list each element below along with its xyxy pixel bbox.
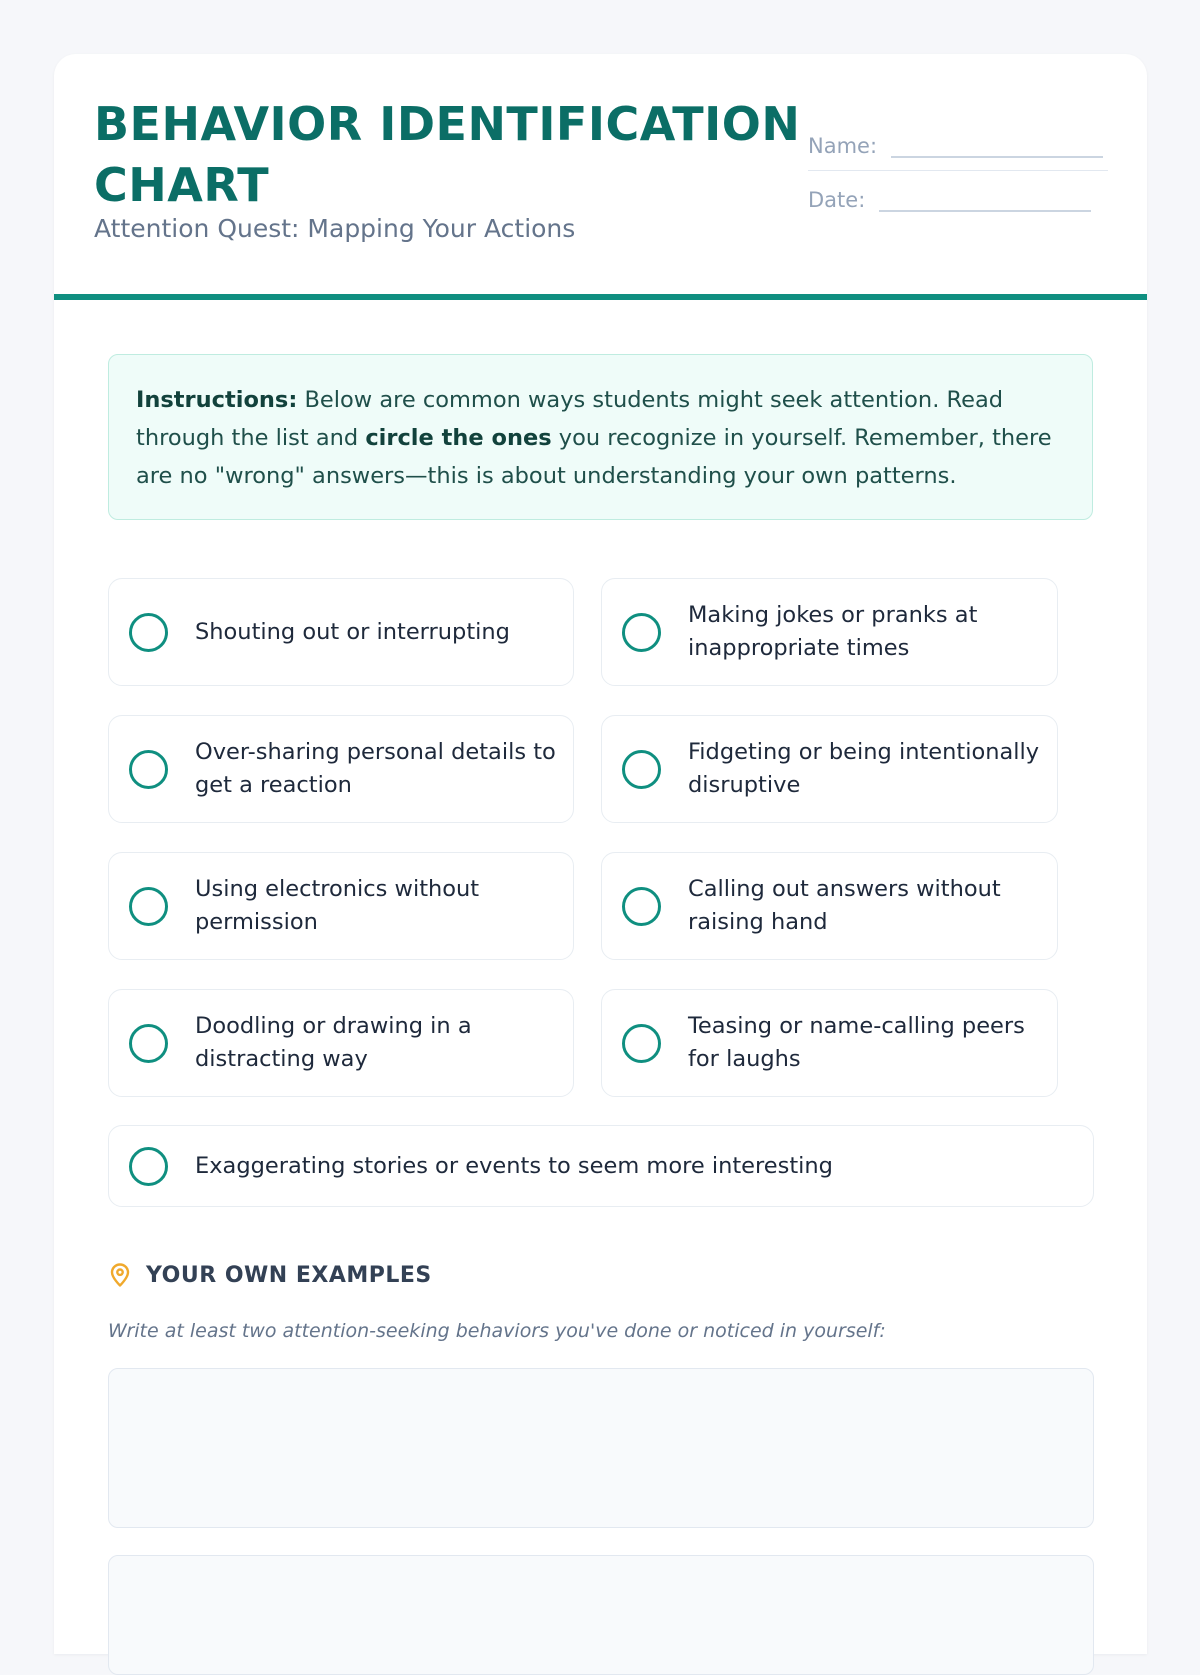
name-field-row — [808, 130, 1103, 158]
behavior-label: Fidgeting or being intentionally disruptive — [688, 739, 1040, 798]
date-line[interactable] — [879, 184, 1091, 212]
behavior-item[interactable] — [108, 715, 574, 823]
behavior-label: Using electronics without permission — [195, 876, 480, 935]
behavior-label: Exaggerating stories or events to seem more interesting — [195, 1152, 833, 1179]
behavior-item[interactable] — [601, 852, 1058, 960]
behavior-label: Calling out answers without raising hand — [688, 876, 1001, 935]
circle-marker[interactable] — [622, 1024, 661, 1063]
instructions-text-1: Below are common ways students might seek attention. Read through the list and — [136, 387, 1004, 451]
circle-marker[interactable] — [129, 1024, 168, 1063]
behavior-item[interactable] — [108, 852, 574, 960]
circle-marker[interactable] — [129, 1147, 168, 1186]
behavior-label: Making jokes or pranks at inappropriate times — [688, 602, 978, 661]
behavior-label: Teasing or name-calling peers for laughs — [688, 1013, 1025, 1072]
date-label: Date: — [808, 188, 866, 212]
answer-box-1[interactable] — [108, 1368, 1094, 1528]
behavior-item[interactable] — [108, 989, 574, 1097]
meta-divider — [808, 170, 1108, 171]
behavior-item[interactable] — [601, 715, 1058, 823]
own-examples-heading — [108, 1262, 432, 1288]
instructions-text-2: you recognize in yourself. Remember, there are no "wrong" answers—this is about understanding your own patterns. — [136, 425, 1052, 489]
behavior-label: Doodling or drawing in a distracting way — [195, 1013, 472, 1072]
circle-marker[interactable] — [622, 887, 661, 926]
behavior-label: Shouting out or interrupting — [195, 618, 510, 645]
date-field-row — [808, 184, 1091, 212]
worksheet-header — [54, 54, 1147, 300]
name-label: Name: — [808, 134, 878, 158]
name-line[interactable] — [891, 130, 1103, 158]
instructions-lead: Instructions: — [136, 387, 298, 413]
own-examples-title: YOUR OWN EXAMPLES — [146, 1262, 432, 1288]
circle-marker[interactable] — [622, 613, 661, 652]
instructions-emphasis: circle the ones — [365, 425, 552, 451]
instructions-box — [108, 354, 1093, 520]
behavior-item[interactable] — [108, 1125, 1094, 1207]
circle-marker[interactable] — [129, 613, 168, 652]
circle-marker[interactable] — [129, 750, 168, 789]
page-title: BEHAVIOR IDENTIFICATION CHART — [94, 97, 801, 212]
behavior-item[interactable] — [108, 578, 574, 686]
behavior-item[interactable] — [601, 578, 1058, 686]
map-pin-icon — [108, 1262, 132, 1288]
page-subtitle: Attention Quest: Mapping Your Actions — [94, 214, 576, 243]
circle-marker[interactable] — [129, 887, 168, 926]
behavior-label: Over-sharing personal details to get a reaction — [195, 739, 556, 798]
circle-marker[interactable] — [622, 750, 661, 789]
answer-box-2[interactable] — [108, 1555, 1094, 1675]
behavior-item[interactable] — [601, 989, 1058, 1097]
own-examples-prompt: Write at least two attention-seeking behaviors you've done or noticed in yourself: — [108, 1320, 886, 1342]
worksheet-card — [54, 54, 1147, 1654]
